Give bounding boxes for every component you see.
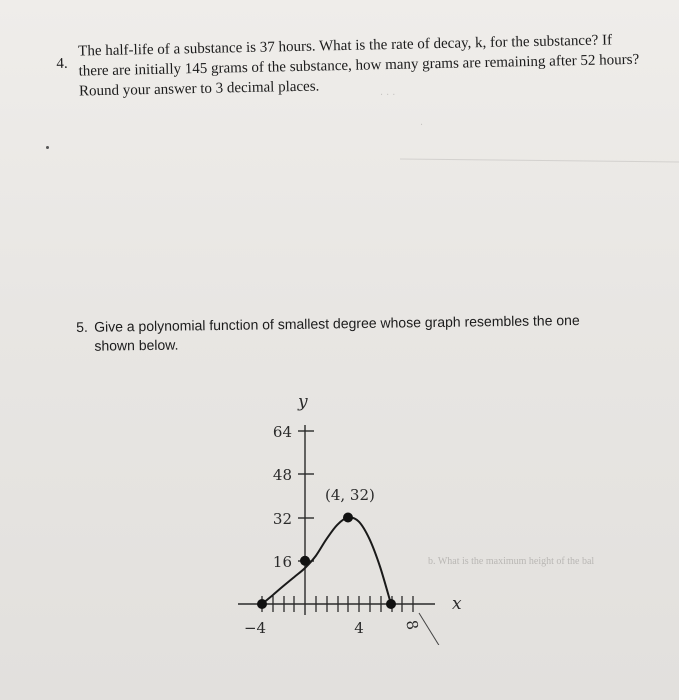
- question-number: 4.: [56, 55, 68, 72]
- x-tick-label: −4: [243, 619, 267, 637]
- faint-rule-line: [400, 159, 679, 163]
- question-4: [56, 29, 676, 100]
- pen-stroke: [419, 613, 440, 645]
- point-label: (4, 32): [325, 486, 375, 504]
- polynomial-graph: [230, 385, 470, 645]
- question-5: [76, 310, 636, 354]
- question-line: The half-life of a substance is 37 hours. What is the rate of decay, k, for the substance? If: [78, 32, 613, 60]
- y-tick-label: 64: [272, 423, 292, 441]
- question-line: Give a polynomial function of smallest degree whose graph resembles the one: [94, 311, 580, 335]
- y-tick-label: 48: [272, 466, 292, 484]
- x-axis-label: x: [452, 594, 462, 614]
- y-axis-label: y: [298, 392, 308, 412]
- graph-point: [257, 599, 267, 609]
- y-tick-label: 32: [272, 510, 292, 528]
- question-text: [78, 29, 679, 102]
- question-line: shown below.: [94, 336, 179, 354]
- x-tick-label: 8: [402, 618, 422, 632]
- question-line: there are initially 145 grams of the substance, how many grams are remaining after 52 hours?: [78, 51, 640, 80]
- y-tick-group: [273, 423, 314, 571]
- bleed-through-text: .: [420, 116, 424, 128]
- x-tick-label: 4: [354, 619, 364, 637]
- graph-point: [343, 513, 353, 523]
- pen-dot: [46, 146, 49, 149]
- bleed-through-text: b. What is the maximum height of the bal: [428, 556, 595, 567]
- question-text: [94, 310, 634, 356]
- y-tick-label: 16: [272, 553, 292, 571]
- graph-point: [300, 556, 310, 566]
- bleed-through-text: . . .: [380, 86, 396, 98]
- graph-point: [386, 599, 396, 609]
- question-line: Round your answer to 3 decimal places.: [78, 78, 320, 100]
- question-number: 5.: [76, 318, 88, 335]
